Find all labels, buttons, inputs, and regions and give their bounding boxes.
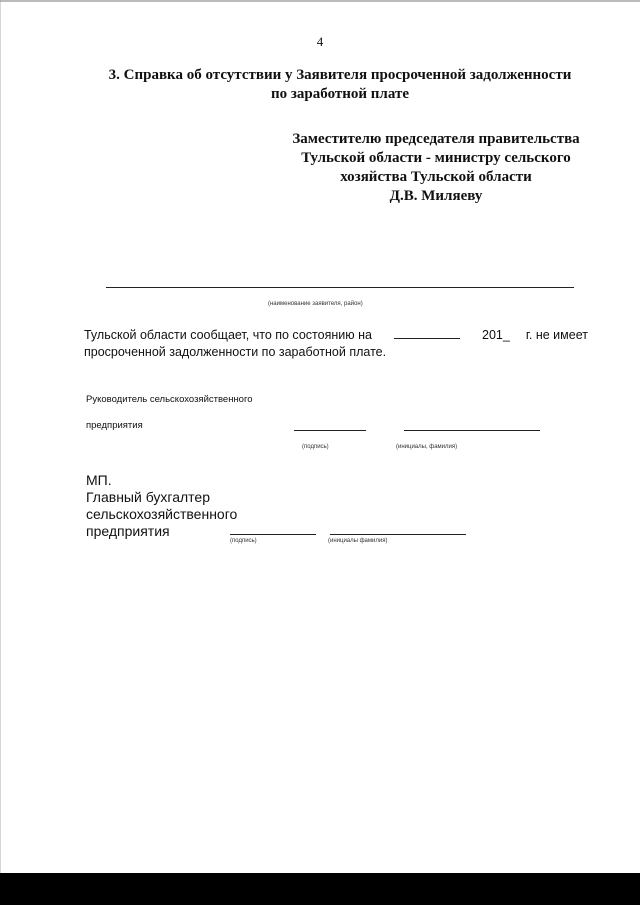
head-signature-caption: (подпись) <box>302 444 329 450</box>
statement-text <box>84 327 588 361</box>
statement-line-1 <box>84 327 588 344</box>
document-title <box>60 66 620 104</box>
statement-line-1-right: г. не имеет <box>525 328 588 342</box>
scan-bottom-edge <box>0 873 640 905</box>
addressee-line-2: Тульской области - министру сельского <box>301 150 571 166</box>
scan-left-edge <box>0 0 1 873</box>
head-name-line <box>404 430 540 431</box>
accountant-signature-line <box>230 534 316 535</box>
accountant-label-line-2: сельскохозяйственного <box>86 506 238 522</box>
addressee-line-4: Д.В. Миляеву <box>389 188 483 204</box>
title-line-2: по заработной плате <box>271 86 409 102</box>
head-label-line-1: Руководитель сельскохозяйственного <box>86 394 253 405</box>
statement-line-1-left: Тульской области сообщает, что по состоянию на <box>84 328 372 342</box>
scan-top-edge <box>0 0 640 2</box>
addressee-block <box>286 130 586 206</box>
accountant-label-line-1: Главный бухгалтер <box>86 489 210 505</box>
page-number: 4 <box>316 34 324 49</box>
date-blank <box>394 327 460 339</box>
stamp-label: МП. <box>86 472 112 488</box>
accountant-name-caption: (инициалы фамилия) <box>328 538 388 544</box>
title-line-1: 3. Справка об отсутствии у Заявителя просроченной задолженности <box>108 67 572 83</box>
statement-year: 201_ <box>482 328 510 342</box>
accountant-label-line-3: предприятия <box>86 523 170 539</box>
statement-line-2: просроченной задолженности по заработной плате. <box>84 345 387 359</box>
addressee-line-3: хозяйства Тульской области <box>340 169 532 185</box>
addressee-line-1: Заместителю председателя правительства <box>292 131 580 147</box>
head-label-line-2: предприятия <box>86 420 143 431</box>
accountant-block <box>86 472 237 540</box>
applicant-name-line <box>106 287 574 288</box>
head-signature-line <box>294 430 366 431</box>
applicant-caption: (наименование заявителя, район) <box>268 301 363 307</box>
accountant-signature-caption: (подпись) <box>230 538 257 544</box>
head-name-caption: (инициалы, фамилия) <box>396 444 458 450</box>
accountant-name-line <box>330 534 466 535</box>
